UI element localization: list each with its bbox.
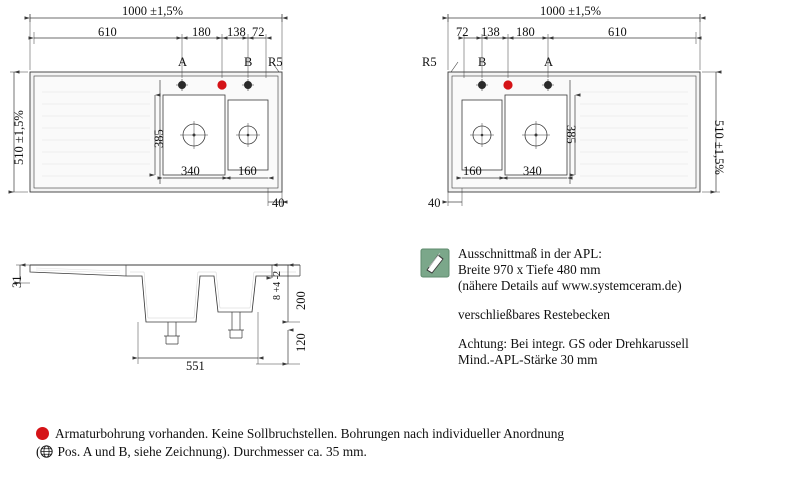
globe-icon: [40, 445, 53, 458]
note-achtung-line1: Achtung: Bei integr. GS oder Drehkarussell: [458, 336, 689, 351]
note-apl-line1: Ausschnittmaß in der APL:: [458, 246, 602, 261]
left-dim-138: 138: [227, 25, 246, 39]
left-dim-edge: 40: [272, 196, 285, 210]
footer-note-line2: Pos. A und B, siehe Zeichnung). Durchmesser ca. 35 mm.: [57, 444, 367, 459]
right-dim-72: 72: [456, 25, 469, 39]
right-dim-610: 610: [608, 25, 627, 39]
footer-note-line1: Armaturbohrung vorhanden. Keine Sollbruchstellen. Bohrungen nach individueller Anordnung: [55, 426, 565, 441]
left-dim-180: 180: [192, 25, 211, 39]
section-dim-drain: 120: [294, 333, 308, 352]
left-dim-bowl-big: 340: [181, 164, 200, 178]
right-hole-b-label: B: [478, 55, 487, 69]
left-dim-height: 510 ±1,5%: [12, 110, 26, 165]
left-hole-a-label: A: [178, 55, 188, 69]
note-apl-line3: (nähere Details auf www.systemceram.de): [458, 278, 682, 293]
left-dim-610: 610: [98, 25, 117, 39]
right-dim-138: 138: [481, 25, 500, 39]
left-dim-72: 72: [252, 25, 265, 39]
left-radius-label: R5: [268, 55, 283, 69]
section-dim-width: 551: [186, 359, 205, 373]
section-dim-tolerance: 8 +4 -2: [272, 271, 283, 300]
right-dim-height: 510 ±1,5%: [712, 120, 726, 175]
right-dim-180: 180: [516, 25, 535, 39]
footer-paren-open: (: [36, 444, 41, 459]
left-hole-b-label: B: [244, 55, 253, 69]
right-radius-label: R5: [422, 55, 437, 69]
right-dim-overall-width: 1000 ±1,5%: [540, 4, 602, 18]
apl-cutout-icon: [420, 248, 450, 278]
footer-note: [36, 426, 776, 460]
right-dim-bowl-big: 340: [523, 164, 542, 178]
left-dim-bowl-small: 160: [238, 164, 257, 178]
left-dim-overall-width: 1000 ±1,5%: [122, 4, 184, 18]
right-dim-bowl-small: 160: [463, 164, 482, 178]
red-dot-icon: [36, 427, 49, 440]
left-dim-bowl-depth: 385: [152, 129, 166, 148]
right-dim-bowl-depth: 385: [564, 125, 578, 144]
section-dim-total-depth: 200: [294, 291, 308, 310]
right-dim-edge: 40: [428, 196, 441, 210]
right-hole-a-label: A: [544, 55, 554, 69]
notes-block: [458, 246, 788, 368]
note-achtung-line2: Mind.-APL-Stärke 30 mm: [458, 352, 598, 367]
note-restebecken: verschließbares Restebecken: [458, 307, 610, 322]
note-apl-line2: Breite 970 x Tiefe 480 mm: [458, 262, 601, 277]
section-dim-rim-height: 31: [10, 275, 24, 288]
